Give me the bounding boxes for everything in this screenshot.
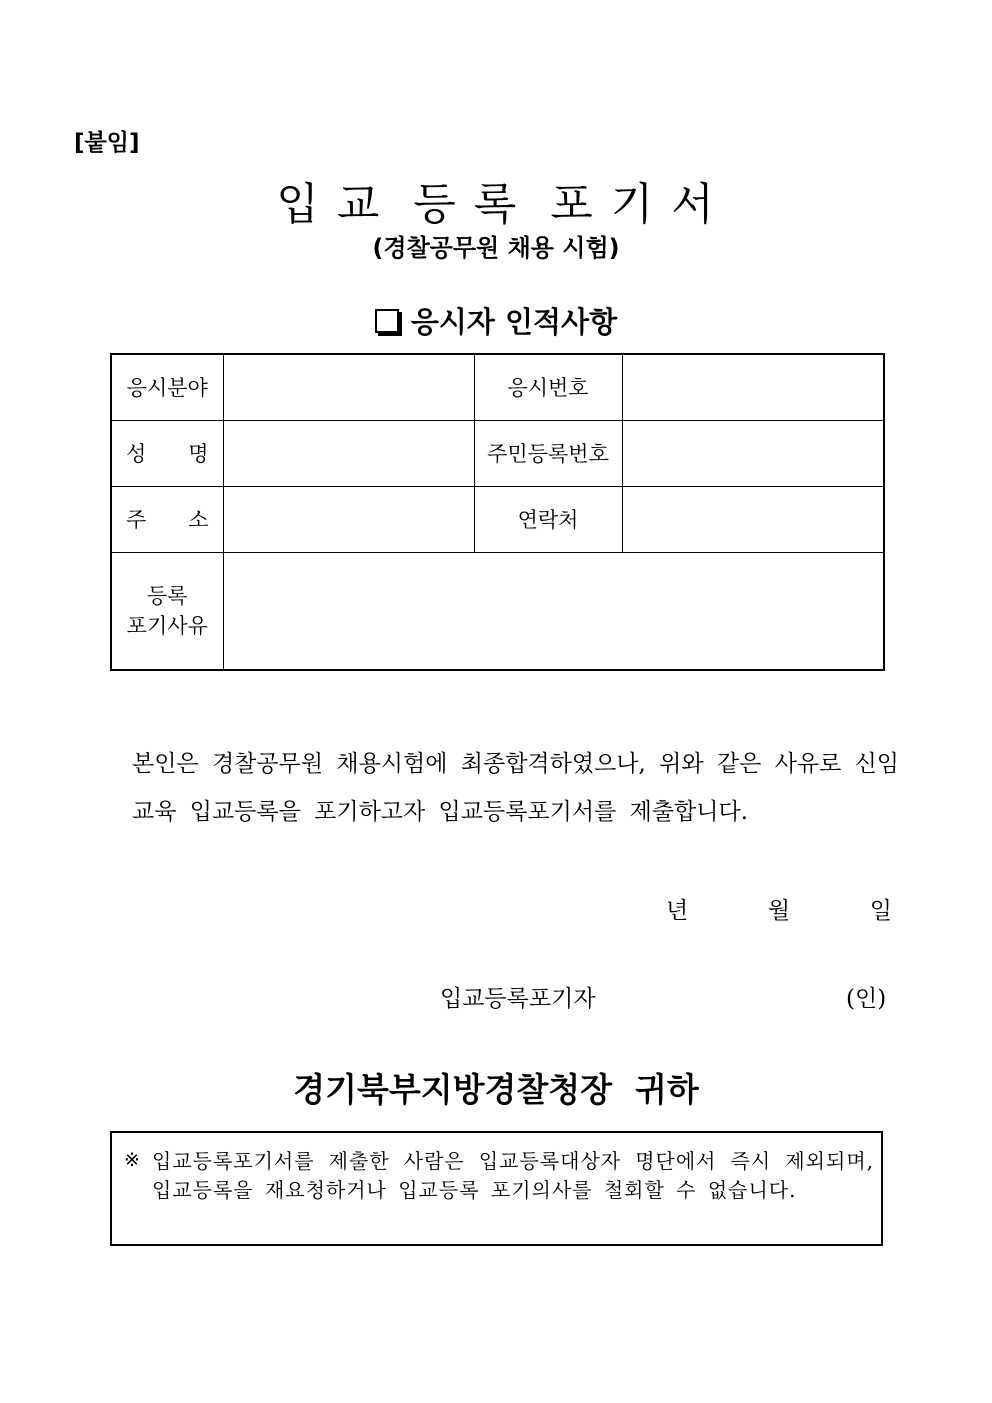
notice-box [110,1131,883,1246]
applicant-info-table [110,353,885,671]
exam-number-field[interactable] [622,354,884,420]
reason-field[interactable] [223,552,884,670]
field-label-name-part1: 성 [126,442,147,466]
address-field[interactable] [223,486,474,552]
field-label-reason [111,552,223,670]
notice-text: 입교등록포기서를 제출한 사람은 입교등록대상자 명단에서 즉시 제외되며, 입교등록을 재요청하거나 입교등록 포기의사를 철회할 수 없습니다. [152,1149,874,1202]
seal-mark: (인) [846,986,887,1012]
signer-label: 입교등록포기자 [440,986,596,1012]
field-label-name-part2: 명 [188,442,209,466]
table-row [111,486,884,552]
field-label-address-part2: 소 [188,508,209,532]
field-label-address-part1: 주 [126,508,147,532]
field-label-name [111,420,223,486]
document-subtitle: (경찰공무원 채용 시험) [372,234,620,262]
checkbox-square-icon [375,309,399,333]
field-label-reason-line2: 포기사유 [126,613,208,638]
attachment-label: [붙임] [74,130,140,156]
statement-text: 본인은 경찰공무원 채용시험에 최종합격하였으나, 위와 같은 사유로 신임교육 입교등록을 포기하고자 입교등록포기서를 제출합니다. [132,751,900,825]
section-heading-text: 응시자 인적사항 [410,305,618,339]
day-label: 일 [869,898,892,924]
field-label-exam-number: 응시번호 [474,354,622,420]
field-label-contact: 연락처 [474,486,622,552]
field-label-resident-number: 주민등록번호 [474,420,622,486]
field-label-exam-area: 응시분야 [111,354,223,420]
date-line [666,892,892,925]
field-label-address [111,486,223,552]
reference-mark-icon: ※ [124,1149,140,1171]
document-title: 입 교 등 록 포 기 서 [276,179,716,230]
recipient-line: 경기북부지방경찰청장 귀하 [293,1070,699,1109]
month-label: 월 [767,898,791,924]
table-row [111,354,884,420]
table-row [111,552,884,670]
name-field[interactable] [223,420,474,486]
year-label: 년 [666,898,689,924]
contact-field[interactable] [622,486,884,552]
field-label-reason-line1: 등록 [146,583,188,608]
table-row [111,420,884,486]
resident-number-field[interactable] [622,420,884,486]
section-heading [0,300,992,341]
exam-area-field[interactable] [223,354,474,420]
